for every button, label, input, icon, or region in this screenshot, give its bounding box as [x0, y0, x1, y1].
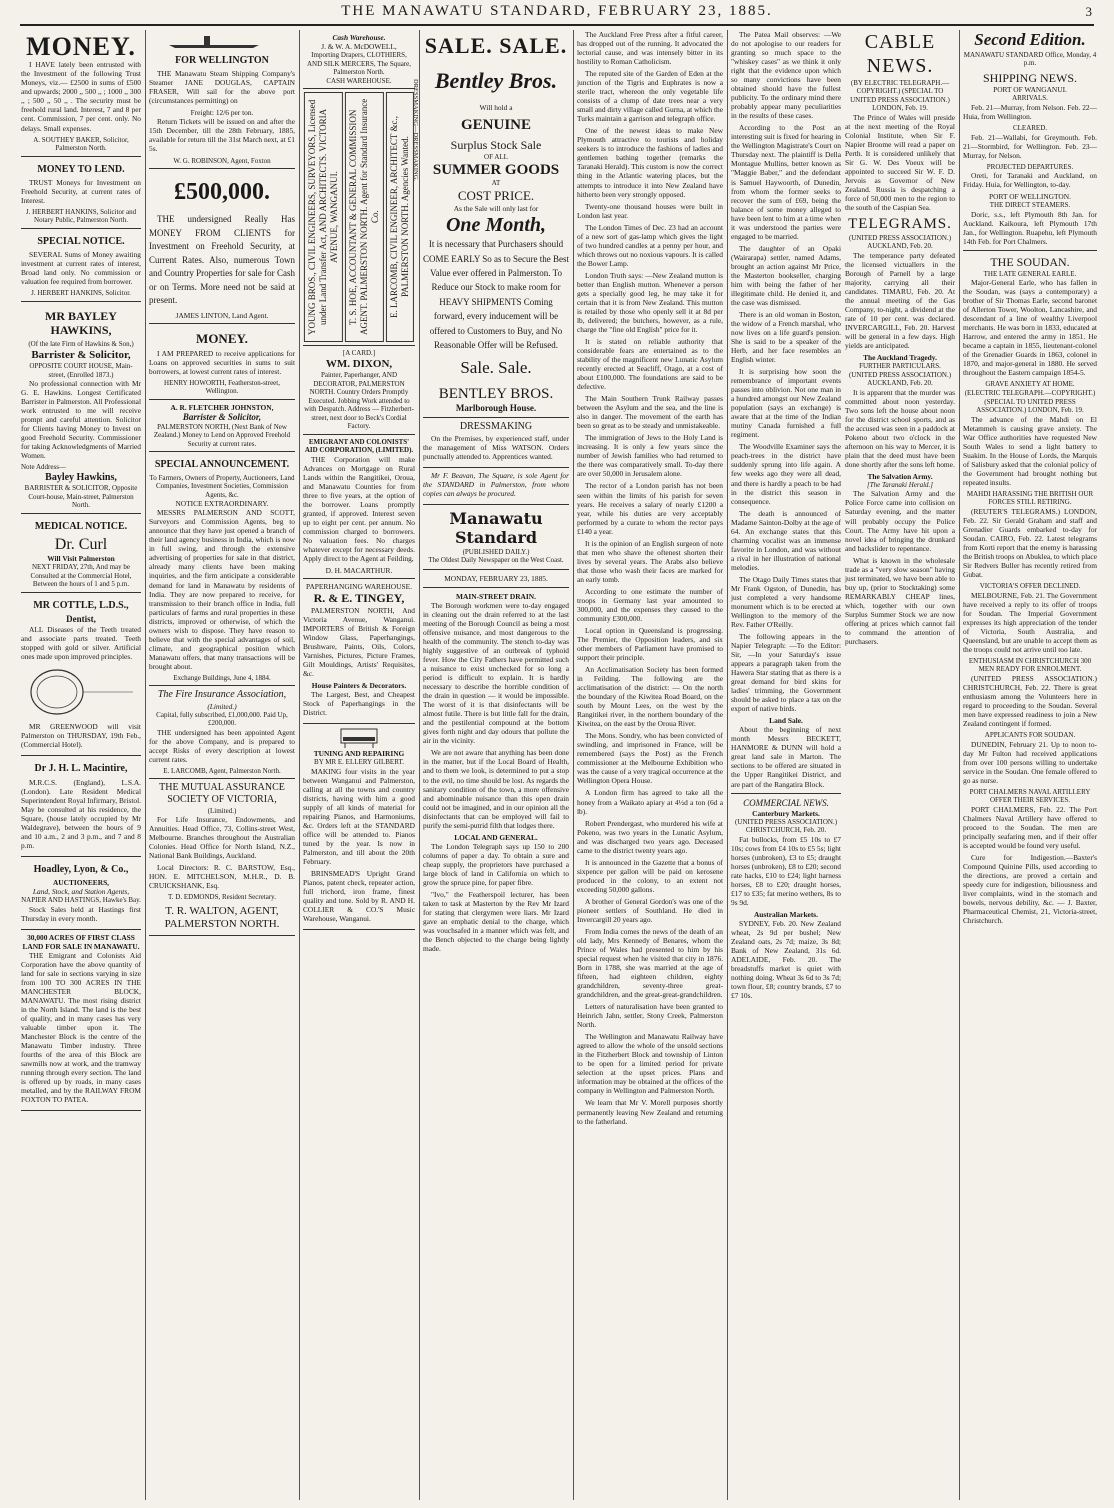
ad-text: GENUINE — [460, 116, 531, 133]
ad-signature: Exchange Buildings, June 4, 1884. — [173, 673, 271, 682]
ad-mcdowell — [303, 30, 415, 89]
article-heading: PORT OF WELLINGTON. — [989, 192, 1071, 202]
article-paragraph: From India comes the news of the death of an old lady, Mrs Kennedy of Benares, whom the Prince of Wales had presented to him by his special request when he visited that city in 1876. Born in 1788, she was married at the age of fifteen, had eighteen children, eighty grandchildren, seventy-three great-grandchildren, and the great-great-grandchildren. — [577, 926, 723, 1000]
article-paragraph: SYDNEY, Feb. 20. New Zealand wheat, 2s 9d per bushel; New Zealand oats, 2s 7d; maize, 3s 8d; Bank of New Zealand, 31s 6d. ADELAIDE, Feb. 20. The breadstuffs market is quiet with nothing doing. Wheat 3s 6d to 3s 7d; town flour, £8; country brands, £7 to £7 10s. — [731, 918, 841, 1001]
ad-tuning — [303, 724, 415, 930]
ad-body: No professional connection with Mr G. E. Hawkins. Longest Certificated Barrister in Palmerston. All Professional work entrusted to me will receive prompt and careful attention. Solicitor for Clients having Money to Invest on good Freehold Security. Commissioner for taking Acknowledgments of Married Women. — [21, 379, 141, 461]
ad-heading: WM. DIXON, — [325, 357, 393, 370]
article-heading: LOCAL AND GENERAL. — [454, 832, 538, 842]
article-paragraph: The Borough workmen were to-day engaged in cleaning out the drain referred to at the last meeting of the Borough Council as being a most offensive nuisance, and most dangerous to the health of the community. The stench to-day was highly suggestive of an outbreak of typhoid fever. How the City Fathers have permitted such a nuisance to exist unchecked for so long a period is difficult to explain. It is hardly necessary to describe the horrible condition of the drain in question — it would be impossible. The worst of it is that disinfectants will be almost futile. There is but little fall for the drain, and the pestilential compound at the bottom gives forth night and day odours that pollute the air in the vicinity. — [423, 600, 569, 746]
ad-signature: HENRY HOWORTH, Featherston-street, Wellington. — [164, 378, 280, 396]
ad-signature: J. HERBERT HANKINS, Solicitor. — [31, 289, 131, 298]
article-paragraph: It is announced in the Gazette that a bonus of sixpence per gallon will be paid on kerosene produced in the colony, to an extent not exceeding 50,000 gallons. — [577, 857, 723, 894]
dateline: MONDAY, FEBRUARY 23, 1885. — [444, 573, 548, 583]
article-heading: The Auckland Tragedy. — [863, 352, 937, 362]
ad-medical — [21, 514, 141, 593]
column-4 — [420, 30, 572, 1500]
ad-body: THE undersigned has been appointed Agent for the above Company, and is prepared to accept Risks of every description at lowest current rates. — [149, 727, 295, 764]
article-paragraph: The London Telegraph says up 150 to 200 columns of paper a day. To obtain a sure and cheap supply, the proprietors have purchased a large block of land in California on which to grow the spruce pine, for paper fibre. — [423, 841, 569, 887]
article-paragraph: The Main Southern Trunk Railway passes between the Asylum and the sea, and the line is also in danger. The movement of the earth has been so great as to be steady and unmistakeable. — [577, 394, 723, 431]
ad-heading: MONEY. — [196, 330, 248, 346]
article-paragraph: The Auckland Free Press after a fitful career, has dropped out of the running. It advocated the lectorial cause, and was intensely bitter in its hostility to Roman Catholicism. — [577, 30, 723, 67]
ad-500000 — [149, 169, 295, 324]
article-paragraph: The Otago Daily Times states that Mr Frank Ogston, of Dunedin, has just completed a very handsome monument which is to be erected at Wellington to the memory of the Rev. Father O'Reilly. — [731, 574, 841, 629]
ad-hoadley — [21, 857, 141, 930]
article-paragraph: The Mons. Sondry, who has been convicted of swindling, and imprisoned in France, will be remembered (says the Post) as the French commissioner at the Melbourne Exhibition who was the cause of a very tragical occurrence at the Wellington Opera House. — [577, 731, 723, 786]
ad-text: OF ALL — [484, 152, 508, 161]
ad-firm: Bentley Bros. — [434, 67, 558, 93]
ad-body: For Life Insurance, Endowments, and Annuities. Head Office, 73, Collins-street West, Melbourne. Branches throughout the Australian Colonies. Head Office for North Island, N.Z., National Bank Buildings, Auckland. — [149, 815, 295, 861]
ad-address: OPPOSITE COURT HOUSE, Main-street, (Enrolled 1873.) — [29, 361, 133, 379]
section-heading: THE SOUDAN. — [990, 254, 1070, 269]
masthead-title: THE MANAWATU STANDARD, FEBRUARY 23, 1885. — [341, 3, 773, 19]
ad-heading: MEDICAL NOTICE. — [34, 520, 128, 532]
article-paragraph: The following appears in the Napier Telegraph: —To the Editor: Sir, —In your Saturday's issue appears a paragraph taken from the Hawera Star stating that as there is a great demand for bird skins for ladies' trimming, the Government should be asked to place a tax on the export of native birds. — [731, 632, 841, 714]
piano-icon — [339, 727, 379, 749]
ad-text: SUMMER GOODS — [432, 162, 560, 179]
ad-firm: R. & E. TINGEY, — [313, 591, 405, 606]
section-heading: SHIPPING NEWS. — [982, 70, 1077, 85]
ad-body: The Largest, Best, and Cheapest Stock of Paperhangings in the District. — [303, 690, 415, 718]
ad-body: It is necessary that Purchasers should COME EARLY So as to Secure the Best Value ever offered in Palmerston. To Reduce our Stock to make room for HEAVY SHIPMENTS Coming forward, every inducement will be offered to Customers to Buy, and No Reasonable Offer will be Refused. — [423, 239, 569, 350]
ad-signature: T. D. EDMONDS, Resident Secretary. — [168, 893, 276, 902]
ad-body: Stock Sales held at Hastings first Thursday in every month. — [21, 904, 141, 923]
ad-title: Dentist, — [66, 614, 96, 625]
article-heading: APPLICANTS FOR SOUDAN. — [984, 731, 1076, 740]
ad-signature: E. LARCOMB, Agent, Palmerston North. — [163, 766, 281, 775]
ad-wellington — [149, 30, 295, 169]
ad-subheading: (Of the late Firm of Hawkins & Son,) — [28, 340, 134, 349]
ad-body: M.R.C.S. (England), L.S.A. (London). Late Resident Medical Superintendent Royal Infirmary, Bristol. May be consulted at his residence, the Square, (house lately occupied by Mr Waldegrave), between the hours of 9 and 10 a.m., 2 and 3 p.m., and 7 and 8 p.m. — [21, 777, 141, 850]
ad-firm: J. & W. A. McDOWELL, — [321, 42, 397, 52]
article-paragraph: The Prince of Wales will preside at the next meeting of the Royal Colonial Institute, when Sir F. Napier Broome will read a paper on Perth. It is considered unlikely that Sir G. W. Des Voeux will be appointed to succeed Sir W. F. D. Jervois as Governor of New Zealand. Russia is despatching a force of 50,000 men to the region to the south of the Caspian Sea. — [845, 112, 955, 213]
ad-text: One Month, — [445, 213, 547, 236]
ad-heading: Hoadley, Lyon, & Co., — [33, 863, 129, 875]
ad-heading: £500,000. — [174, 179, 270, 206]
column-2 — [146, 30, 298, 1500]
ad-title: Land, Stock, and Station Agents, — [32, 887, 130, 897]
ad-heading: MONEY. — [26, 32, 136, 61]
tagline: The Oldest Daily Newspaper on the West Coast. — [428, 556, 564, 565]
ad-note: Note Address— — [21, 463, 66, 472]
ad-hawkins — [21, 302, 141, 514]
article-paragraph: According to one estimate the number of troops in Germany last year amounted to 300,000, and the expenses they caused to the community £300,000. — [577, 586, 723, 623]
article-paragraph: The daughter of an Opaki (Wairarapa) settler, named Adams, brought an action against Mr Price, the Masterton bookseller, charging him with being the father of her illegitimate child. He denied it, and the case was dismissed. — [731, 243, 841, 307]
section-heading: CABLE NEWS. — [864, 31, 936, 78]
ad-cottle — [21, 593, 141, 756]
ad-heading: 30,000 ACRES OF FIRST CLASS LAND FOR SALE IN MANAWATU. — [22, 932, 140, 951]
ad-body: Return Tickets will be issued on and after the 15th December, till the 28th February, 1885, available for return till the 31st March next, at £1 5s. — [149, 117, 295, 154]
published-line: (PUBLISHED DAILY.) — [462, 547, 530, 556]
page-number: 3 — [1085, 4, 1094, 19]
article-heading: VICTORIA'S OFFER DECLINED. — [979, 582, 1081, 591]
ad-heading: FOR WELLINGTON — [175, 55, 269, 67]
ad-heading: PAPERHANGING WAREHOUSE. — [306, 582, 412, 592]
ad-acres — [21, 930, 141, 1112]
article-paragraph: A London firm has agreed to take all the honey from a Waikato apiary at 4½d a ton (6d a lb). — [577, 788, 723, 816]
ad-subheading: (Limited.) — [207, 806, 237, 815]
article-paragraph: Robert Prendergast, who murdered his wife at Pokeno, was two years in the Lunatic Asylum, and was discharged two years ago. Deceased came to the district twenty years ago. — [577, 818, 723, 855]
ad-heading: Dr J. H. L. Macintire, — [34, 763, 128, 775]
article-paragraph: The Woodville Examiner says the peach-trees in the district have suddenly sprung into life again. A few weeks ago they were all dead, and there is hardly a peach to be had in the district this season in consequence. — [731, 442, 841, 506]
ad-text: BENTLEY BROS. — [438, 386, 554, 403]
ad-body: MR GREENWOOD will visit Palmerston on THURSDAY, 19th Feb., (Commercial Hotel). — [21, 722, 141, 750]
article-dateline: [The Taranaki Herald.] — [866, 480, 934, 489]
column-3 — [300, 30, 418, 1500]
ad-title: Barrister & Solicitor, — [182, 411, 262, 422]
section-dateline: (UNITED PRESS ASSOCIATION.) AUCKLAND, Feb. 20. — [848, 233, 952, 251]
ad-body: ALL Diseases of the Teeth treated and associate parts treated. Teeth stopped with gold or silver. Artificial ones made upon improved principles. — [21, 625, 141, 662]
ad-money-2 — [149, 324, 295, 400]
article-paragraph: About the beginning of next month Messrs BECKETT, HANMORE & DUNN will hold a great land sale in Marton. The sections to be offered are situated in the Upper Rangitikei District, and are part of the Rangatira Block. — [731, 725, 841, 789]
ad-body: THE Emigrant and Colonists Aid Corporation have the above quantity of land for sale in sections varying in size from 100 TO 300 ACRES IN THE MANCHESTER BLOCK, MANAWATU. The most rising district in the North Island. The land is the best of quality, and in many cases has very valuable timber upon it. The Manchester Block is the centre of the Manawatu Timber industry. Three fourths of the area of this Block are sawmills now at work, and the tramway running through every section. The land is offered up by roads, in many cases metalled, and by the RAILWAY FROM FOXTON TO PATEA. — [21, 950, 141, 1105]
article-dateline: (ELECTRIC TELEGRAPH.—COPYRIGHT.) (SPECIAL TO UNITED PRESS ASSOCIATION.) LONDON, Feb. 19. — [964, 388, 1096, 415]
ad-johnston — [149, 400, 295, 453]
ad-signature: A. SOUTHEY BAKER, Solicitor, Palmerston North. — [33, 135, 129, 153]
article-heading: COMMERCIAL NEWS. — [743, 797, 829, 808]
article-paragraph: DUNEDIN, February 21. Up to noon to-day Mr Fulton had received applications from over 100 persons willing to undertake service in the Soudan. One female offered to go as nurse. — [963, 739, 1097, 785]
ad-heading: SPECIAL ANNOUNCEMENT. — [154, 459, 290, 471]
article-paragraph: An Acclimatisation Society has been formed in Feilding. The following are the acclimatisation of the district: — On the north the boundary of the Kiwitea Road Board, on the south by Mount Lees, on the west by the Rangitikei river, in the northern boundary of the Kiwitea, on the east by the Oroua River. — [577, 665, 723, 729]
ad-heading: MR BAYLEY HAWKINS, — [45, 308, 117, 338]
ad-body: Mr F. Beavan, The Square, is sole Agent for the STANDARD in Palmerston, from whom copies can always be procured. — [423, 470, 569, 498]
ad-body: I AM PREPARED to receive applications for Loans on approved securities in sums to suit borrowers, at lowest current rates of interest. — [149, 348, 295, 376]
ad-dressmaking — [423, 418, 569, 467]
article-heading: PORT CHALMERS NAVAL ARTILLERY OFFER THEIR SERVICES. — [969, 787, 1091, 805]
ad-heading: DRESSMAKING — [459, 421, 533, 433]
ad-body: THE Manawatu Steam Shipping Company's Steamer JANE DOUGLAS, CAPTAIN FRASER, Will sail for the above port (circumstances permitting) on — [149, 69, 295, 106]
section-heading: Second Edition. — [974, 30, 1086, 49]
ad-signature: J. HERBERT HANKINS, Solicitor and Notary Public, Palmerston North. — [25, 207, 137, 225]
ad-money-lend — [21, 157, 141, 229]
article-subheading: Australian Markets. — [753, 909, 819, 919]
seal-illustration — [21, 664, 139, 720]
ad-text: AT — [491, 179, 501, 188]
article-paragraph: The London Times of Dec. 23 had an account of a new sort of gas-lamp which gives the light of two hundred candles at a penny per hour, and which throws out no noxious vapours. It is called the Bower Lamp. — [577, 222, 723, 268]
column-6b — [845, 30, 955, 1500]
article-paragraph: The advance of the Mahdi on El Metammeh is causing grave anxiety. The War Office authorities have requested New South Wales to send a light battery to Suakim. In the House of Lords, the Marquis of Salisbury asked that the colonial policy of the Government had brought nothing but repeated insults. — [963, 414, 1097, 487]
ad-name: Dr. Curl — [54, 535, 108, 553]
ad-subheading: To Farmers, Owners of Property, Auctioneers, Land Companies, Investment Societies, Commission Agents, &c. — [149, 473, 295, 499]
ad-heading: Cash Warehouse. — [332, 33, 386, 42]
article-subheading: PROJECTED DEPARTURES. — [986, 162, 1074, 171]
ad-title: Barrister & Solicitor, — [31, 348, 131, 361]
article-paragraph: We learn that Mr V. Morell purposes shortly permanently leaving New Zealand and returning to the fatherland. — [577, 1098, 723, 1126]
article-paragraph: According to the Post an interesting suit is fixed for hearing in the Wellington Magistrate's Court on Thursday next. The plaintiff is Della Montague Mullins, better known as "Maggie Baber," and the defendant is Samuel Haywoorth, of Dunedin, from whom the former seeks to recover the sum of £69, being the balance of some money alleged to have been lent to him at a time when it was understood the parties were engaged to be married. — [731, 123, 841, 241]
agent-notice — [423, 468, 569, 505]
ad-body: THE undersigned Really Has MONEY FROM CLIENTS for Investment on Freehold Security, at Current Rates. Also, numerous Town and Country Properties for sale for Cash or on Terms. More need not be said at present. — [149, 214, 295, 306]
article-paragraph: It is the opinion of an English surgeon of note that men who shave the oftenest shorten their lives by several years. The Arabs also believe that those who wash their faces are marked for an early tomb. — [577, 538, 723, 584]
article-heading: ENTHUSIASM IN CHRISTCHURCH 300 MEN READY FOR ENROLMENT. — [968, 656, 1092, 674]
article-paragraph: The temperance party defeated the licensed victuallers in the Borough of Parnell by a large majority, carrying all their candidates. TIMARU, Feb. 20. At the annual meeting of the Gas Company, to-night, a dividend at the rate of 10 per cent. was declared. INVERCARGILL, Feb. 20. Harvest will be general in a few days. High yields are anticipated. — [845, 250, 955, 350]
article-paragraph: Twenty-one thousand houses were built in London last year. — [577, 201, 723, 220]
ad-heading: THE MUTUAL ASSURANCE SOCIETY OF VICTORIA, — [159, 782, 285, 806]
ad-text: Surplus Stock Sale — [450, 137, 542, 152]
column-1 — [18, 30, 144, 1500]
section-dateline: MANAWATU STANDARD Office, Monday, 4 p.m. — [963, 50, 1097, 68]
ad-text: Marlborough House. — [455, 403, 537, 414]
article-paragraph: MELBOURNE, Feb. 21. The Government have received a reply to its offer of troops for Soudan. The Imperial Government expresses its high appreciation of the tender of Victoria, South Australia, and Queensland, but are unable to accept them as the troops could not arrive until too late. — [963, 590, 1097, 654]
article-paragraph: It is surprising how soon the remembrance of important events passes into oblivion. Not one man in a hundred amongst our New Zealand population (says an exchange) is aware that at the time of the Indian mutiny Canada furnished a full regiment. — [731, 367, 841, 440]
article-paragraph: Oreti, for Taranaki and Auckland, on Friday. Huia, for Wellington, to-day. — [963, 171, 1097, 190]
article-heading: THE LATE GENERAL EARLE. — [983, 269, 1077, 278]
ad-special-notice — [21, 229, 141, 302]
ad-body: PALMERSTON NORTH, (Next Bank of New Zealand.) Money to Lend on Approved Freehold Security at current rates. — [153, 422, 291, 448]
ad-directors: Local Directors: R. C. BARSTOW, Esq., HON. E. MITCHELSON, M.H.R., D. B. CRUICKSHANK, Esq. — [149, 863, 295, 891]
ad-heading: SPECIAL NOTICE. — [37, 235, 125, 247]
article-paragraph: Fat bullocks, from £5 10s to £7 10s; cows from £4 10s to £5 5s; light horses (unbroken), £3 to £5; draught horses (unbroken), £8 to £20; second rate hacks, £10 to £24; light harness horses, £8 to £20; draught horses, £17 to £35; fat merino wethers, 8s to 9s 9d. — [731, 834, 841, 907]
section-dateline: (BY ELECTRIC TELEGRAPH.—COPYRIGHT.) (SPECIAL TO UNITED PRESS ASSOCIATION.) LONDON, Feb. 19. — [850, 78, 950, 113]
ad-subheading: (Limited.) — [207, 701, 237, 711]
article-subheading: CLEARED. — [1012, 124, 1048, 133]
ad-body: Importing Drapers, CLOTHIERS, AND SILK MERCERS, The Square, Palmerston North. — [306, 51, 412, 77]
article-paragraph: The Salvation Army and the Police Force came into collision on Saturday evening, and the matter will probably occupy the Police Court. The Army have hit upon a novel idea of bringing the drunkard and backslider to repentance. — [845, 489, 955, 553]
article-heading: MAHDI HARASSING THE BRITISH OUR FORCES STILL RETIRING. — [966, 489, 1094, 507]
ad-dixon — [303, 346, 415, 435]
article-heading: MAIN-STREET DRAIN. — [456, 591, 536, 601]
ad-fire-insurance — [149, 686, 295, 779]
article-paragraph: Feb. 21—Murray, from Nelson. Feb. 22—Huia, from Wellington. — [963, 102, 1097, 122]
ad-title: House Painters & Decorators. — [311, 681, 407, 691]
ad-text: Will hold a — [479, 102, 513, 112]
ad-body: TRUST Moneys for Investment on Freehold Security, at current rates of Interest. — [21, 177, 141, 205]
ad-heading: The Fire Insurance Association, — [157, 689, 287, 701]
ad-body: On the Premises, by experienced staff, under the management of Miss WATSON. Orders punctually attended to. Apprentices wanted. — [423, 433, 569, 461]
ad-agent: T. R. WALTON, AGENT, PALMERSTON NORTH. — [164, 904, 280, 931]
ad-body: SEVERAL Sums of Money awaiting investment at current rates of interest, Broad land only. No commission or valuation fee required from borrower. — [21, 250, 141, 287]
article-paragraph: We are not aware that anything has been done in the matter, but if the Local Board of Health, and to them we look, is determined to put a stop to the evil, no time should be lost. As regards the sanitary condition of the town, a more offensive and abominable nuisance than this open drain could not be imagined, and in our opinion all the disinfectants that can be employed will fail to purify the semi-putrid filth that lodges there. — [423, 748, 569, 830]
ad-body: BRINSMEAD'S Upright Grand Pianos, patent check, repeater action, full trichord, iron frame, finest quality and tone. Sold by R. AND H. COLLIER & CO.'S Music Warehouse, Wanganui. — [303, 869, 415, 924]
article-heading: PORT OF WANGANUI. — [993, 85, 1067, 95]
ad-text: Sale. Sale. — [460, 358, 532, 378]
ad-body: PALMERSTON NORTH, And Victoria Avenue, Wanganui. IMPORTERS of British & Foreign Window Glass, Paperhangings, Brushware, Paints, Oils, Colors, Varnishes, Pictures, Picture Frames, Gilt Mouldings, Artists' Requisites, &c. — [303, 605, 415, 679]
article-paragraph: It is stated on reliable authority that considerable fears are entertained as to the stability of the magnificent new Lunatic Asylum recently erected at Seacliff, Otago, at a cost of about £100,000. The foundations are said to be defective. — [577, 337, 723, 392]
article-subheading: ARRIVALS. — [1012, 94, 1048, 103]
article-paragraph: There is an old woman in Boston, the widow of a French marshal, who now lives on a life guard's pension. She is said to be a speaker of the Herb, and her face resembles an English winter. — [731, 309, 841, 365]
ad-body: Painter, Paperhanger, AND DECORATOR, PALMERSTON NORTH. Country Orders Promptly Executed. Jobbing Work attended to with Despatch. Address — Fitzherbert-street, next door to Beck's Cordial Factory. — [304, 371, 414, 431]
ad-heading: A. R. FLETCHER JOHNSTON, — [170, 402, 274, 412]
article-paragraph: "Ivo," the Featherspoil lecturer, has been taken to task at Masterton by the Rev Mr Izard for stating that clergymen were liars. Mr Izard gave an emphatic denial to the charge, which was vouchsafed in a manner which was felt, and the Bench objected to the charge being lightly made. — [423, 889, 569, 954]
ad-emigrant — [303, 435, 415, 579]
card-larcomb: E. LARCOMB, CIVIL ENGINEER, ARCHITECT &c., PALMERSTON NORTH. Agencies Wanted. — [386, 92, 414, 342]
ad-text: As the Sale will only last for — [453, 203, 539, 213]
article-paragraph: Cure for Indigestion.—Baxter's Compound Quinine Pills, used according to the directions, are proved a certain and speedy cure for indigestion, biliousness and liver complaints, wind in the stomach and bowels, nervous debility, &c. — J. Baxter, Pharmaceutical Chemist, 21, Victoria-street, Christchurch. — [963, 853, 1097, 926]
section-heading: TELEGRAMS. — [848, 216, 952, 233]
article-paragraph: (UNITED PRESS ASSOCIATION.) CHRISTCHURCH, Feb. 22. There is great enthusiasm among the Volunteers here in regard to proceeding to the Soudan. Several men have expressed readiness to join a New Zealand contingent if formed. — [963, 673, 1097, 729]
ad-card: [A CARD.] — [342, 349, 376, 358]
ad-tingey — [303, 579, 415, 724]
card-young-bros: YOUNG BROS., CIVIL ENGINEERS, SURVEYORS, Licensed under Land Transfer Act, AND ARCHITECTS. VICTORIA AVENUE, WANGANUI. — [304, 92, 343, 342]
article-paragraph: What is known in the wholesale trade as a "very slow season" having just terminated, we have been able to buy up, (prior to Stocktaking) some REMARKABLY CHEAP lines, which, together with our own Surplus Summer Stock we are now offering at prices which cannot fail to command the attention of purchasers. — [845, 555, 955, 646]
ad-subheading: Will Visit Palmerston — [47, 554, 115, 564]
ad-freight: Freight: 12/6 per ton. — [190, 108, 254, 118]
ad-subheading: AUCTIONEERS, — [52, 878, 110, 887]
article-paragraph: A brother of General Gordon's was one of the pioneer settlers of Southland. He died in Invercargill 20 years ago. — [577, 896, 723, 924]
ad-mutual — [149, 779, 295, 936]
article-paragraph: One of the newest ideas to make New Plymouth attractive to tourists and holiday seekers is to introduce the fashions of ladies and gentlemen bathing together (remarks the Taranaki Herald). This custom is now the correct thing in the Atlantic watering places, but the attempts to introduce it into New Zealand have hitherto been very strongly opposed. — [577, 126, 723, 199]
column-6 — [728, 30, 958, 1500]
ad-macintire — [21, 756, 141, 856]
ad-money — [21, 30, 141, 157]
column-6a — [731, 30, 841, 1500]
article-paragraph: London Truth says: —New Zealand mutton is better than English mutton. Whenever a person gets a specially good leg, he may take it for certain that it is from New Zealand. This mutton is retailed by those who openly sell it at 8d per lb, delivered; the butchers, however, as a rule, charge the "fine old English" price for it. — [577, 270, 723, 334]
ad-signature: D. H. MACARTHUR. — [325, 566, 393, 576]
ad-special-announcement — [149, 452, 295, 686]
ad-footer: CASH WAREHOUSE. — [326, 76, 392, 85]
article-paragraph: The rector of a London parish has not been seen within the limits of his parish for seven years. He receives a salary of nearly £1200 a year, while his duties are very acceptably performed by a curate to whom the rector pays £140 a year. — [577, 481, 723, 536]
article-heading: GRAVE ANXIETY AT HOME. — [985, 380, 1075, 389]
article-paragraph: PORT CHALMERS, Feb. 22. The Port Chalmers Naval Artillery have offered to proceed to the Soudan. The men are principally seafaring men, and if their offer is accepted would be found very useful. — [963, 804, 1097, 851]
article-subheading: Canterbury Markets. — [752, 808, 820, 818]
ad-name: Bayley Hawkins, — [45, 471, 117, 483]
ad-signature: JAMES LINTON, Land Agent. — [175, 310, 269, 320]
ad-bentley — [423, 30, 569, 418]
article-paragraph: Doric, s.s., left Plymouth 8th Jan. for Auckland. Kaikoura, left Plymouth 17th Jan., for Wellington. Ruapehu, left Plymouth 14th Feb. for Port Chalmers. — [963, 209, 1097, 246]
article-paragraph: Letters of naturalisation have been granted to Heinrich Jahn, settler, Stony Creek, Palmerston North. — [577, 1002, 723, 1030]
article-paragraph: The Wellington and Manawatu Railway have agreed to allow the whole of the unsold sections in the Fitzherbert Block and township of Linton to be open for a limited period for private selection at the upset prices. Plans and information may be obtained at the offices of the company in Wellington and Palmerston North. — [577, 1032, 723, 1096]
article-paragraph: The Patea Mail observes: —We do not apologise to our readers for granting so much space to the "whiskey cases" as we think it only right that the evidence upon which so many convictions have been obtained should have the fullest publicity. To the ordinary mind there probably appear many peculiarities in the results of these cases. — [731, 30, 841, 121]
ad-signature: W. G. ROBINSON, Agent, Foxton — [173, 156, 271, 165]
ad-address: BARRISTER & SOLICITOR, Opposite Court-house, Main-street, Palmerston North. — [24, 484, 138, 510]
article-paragraph: Feb. 21—Wallabi, for Greymouth. Feb. 21—Stormbird, for Wellington. Feb. 23—Murray, for Nelson. — [963, 132, 1097, 160]
ad-heading: TUNING AND REPAIRING — [313, 749, 405, 759]
ad-body: THE Corporation will make Advances on Mortgage on Rural Lands within the Rangitikei, Oroua, and Manawatu Counties for from three to five years, at the option of the borrower. Loans promptly granted, if approved. Interest seven up to eight per cent. per annum. No commission charged to borrowers. No valuation fees. No charges whatever except for necessary deeds. Apply direct to the Agent at Feilding, — [303, 454, 415, 564]
article-dateline: FURTHER PARTICULARS. (UNITED PRESS ASSOCIATION.) AUCKLAND, Feb. 20. — [848, 361, 952, 388]
column-7 — [960, 30, 1100, 1500]
column-5 — [574, 30, 726, 1500]
paper-nameplate: Manawatu Standard — [449, 508, 543, 548]
masthead — [20, 2, 1094, 26]
ad-text: COST PRICE. — [457, 187, 535, 203]
ad-body: I HAVE lately been entrusted with the Investment of the following Trust Moneys, viz.— £2500 in sums of £500 and upwards; 2000 ,, 500 ,, ; 1000 ,, 300 ,, ; 500 ,, 50 ,, . The security must be freehold rural land. Interest, 7 and 8 per cent. Commission, 7 per cent. only. No delays. Small expenses. — [21, 60, 141, 133]
ad-capital: Capital, fully subscribed, £1,000,000. Paid Up, £200,000. — [156, 710, 288, 728]
article-paragraph: Local option in Queensland is progressing. The Premier, the Opposition leaders, and six other members of Parliament have promised to support their principle. — [577, 625, 723, 663]
ad-heading: EMIGRANT AND COLONISTS' AID CORPORATION, (LIMITED). — [304, 437, 414, 455]
ad-heading: MR COTTLE, L.D.S., — [33, 599, 129, 611]
ad-heading: MONEY TO LEND. — [37, 163, 125, 175]
ad-title: NOTICE EXTRAORDINARY. — [175, 499, 269, 509]
ad-byline: BY MR E. ELLERY GILBERT. — [314, 758, 404, 767]
article-heading: The Salvation Army. — [867, 471, 933, 481]
side-banner: DRESSMAKING—DRESSMAKING. — [411, 78, 419, 182]
article-heading: Land Sale. — [769, 716, 803, 726]
ad-body: MAKING four visits in the year between Wanganui and Palmerston, calling at all the towns and country districts, having with him a good supply of all kinds of material for repairing Pianos, and Harmoniums, &c. Orders left at the STANDARD office will be attended to. Pianos tuned by the year. Is now in Palmerston, and till about the 20th February. — [303, 766, 415, 867]
article-paragraph: The immigration of Jews to the Holy Land is increasing. It is only a few years since the number of Jewish families who had returned to the there was comparatively small. To-day there are over 50,000 in Jerusalem alone. — [577, 433, 723, 479]
ad-body: MESSRS PALMERSON AND SCOTT, Surveyors and Commission Agents, beg to announce that they have just opened a branch of their land agency business in India, which is now in full swing, and through the extensive advertising of properties for sale in that district, already many clients have been making inquiries, and the firm anticipate a considerable demand for land in Manawatu by residents of India. They are now prepared to receive, for transmission to their branch office in India, full particulars of farms and rural properties in these districts, improved or otherwise, of which the owners wish to dispose. They have reason to believe that with the special advantages of soil, climate, and geographical position which Manawatu offers, that many transactions will be brought about. — [149, 508, 295, 671]
card-hoe: T. S. HOE, ACCOUNTANT & GENERAL COMMISSION AGENT. PALMERSTON NORTH. Agent for Standard Insurance Co. — [345, 92, 384, 342]
vertical-cards — [303, 89, 415, 346]
article-paragraph: It is apparent that the murder was committed about noon yesterday. Two sons left the house about noon for the district school sports, and as the accused was seen in a paddock at Pokeno about two o'clock in the afternoon on his way to Mercer, it is plain that the deed must have been done shortly after the sons left home. — [845, 387, 955, 469]
article-dateline: (UNITED PRESS ASSOCIATION.) CHRISTCHURCH, Feb. 20. — [734, 817, 838, 835]
article-subheading: THE DIRECT STEAMERS. — [989, 201, 1071, 210]
article-paragraph: Major-General Earle, who has fallen in the Soudan, was (says a contemporary) a brother of Sir Thomas Earle, second baronet of Allerton Tower, Woolton, Lancashire, and descendant of a line of wealthy Liverpool merchants. He was born in 1833, educated at Harrow, and entered the army in 1851. He became a captain in 1855, lieutenant-colonel of the Grenadier Guards in 1863, colonel in 1870, and major-general in 1880. He served throughout the Eastern campaign 1854-5. — [963, 278, 1097, 378]
article-paragraph: The reputed site of the Garden of Eden at the junction of the Tigris and Euphrates is now a sterile tract, whereon the only vegetable life consists of a clump of date trees near a very small and dirty village called Gurna, at which the Turks maintain a garrison and telegraph office. — [577, 69, 723, 124]
article-paragraph: (REUTER'S TELEGRAMS.) LONDON, Feb. 22. Sir Gerald Graham and staff and Grenadier Guards embarked to-day for Soudan. CAIRO, Feb. 22. Latest telegrams from Korti report that the enemy is harassing the British troops on Abuklea, to which place Sir Redvers Buller has recently retired from Gubat. — [963, 506, 1097, 580]
ad-address: NAPIER AND HASTINGS, Hawke's Bay. — [21, 896, 141, 905]
ad-body: NEXT FRIDAY, 27th, And may be Consulted at the Commercial Hotel, Between the hours of 1 and 5 p.m. — [30, 563, 132, 589]
article-paragraph: The death is announced of Madame Sainton-Dolby at the age of 64. An exchange states that this charming vocalist was an immense favorite in London, and was without a rival in her illustration of national melodies. — [731, 508, 841, 572]
steamer-icon — [149, 33, 295, 49]
ad-heading: SALE. SALE. — [424, 33, 568, 58]
